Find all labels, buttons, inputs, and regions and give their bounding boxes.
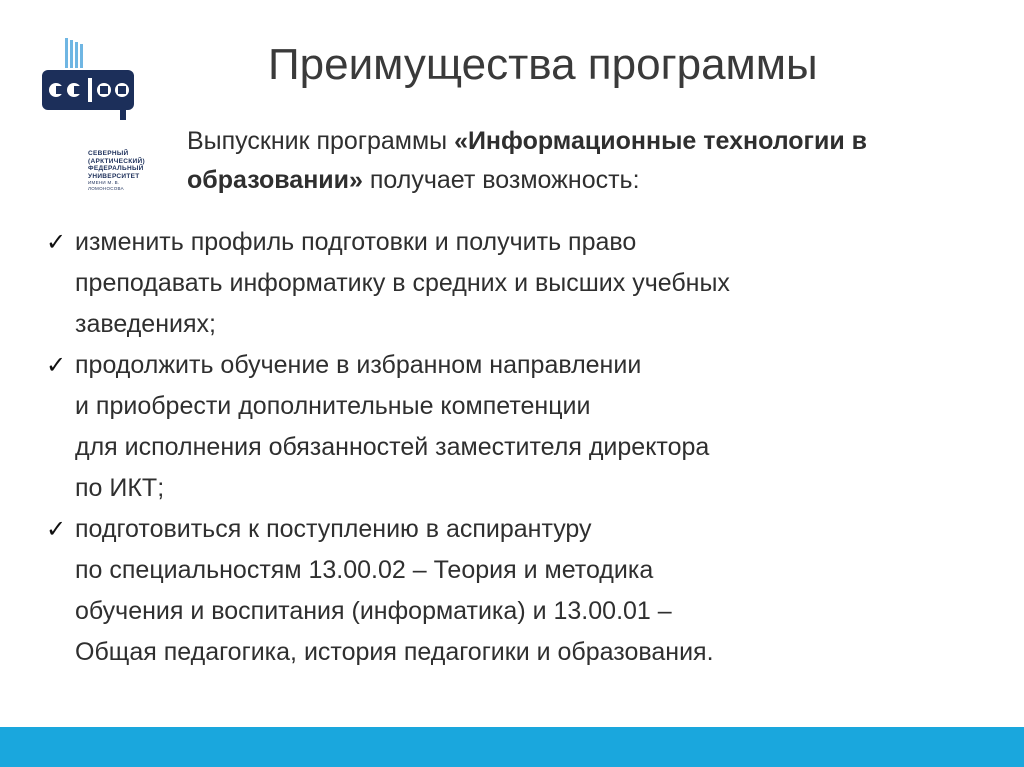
logo-line: УНИВЕРСИТЕТ	[88, 172, 140, 180]
advantages-list	[46, 222, 986, 673]
list-item-line: изменить профиль подготовки и получить право	[75, 228, 637, 256]
list-item-line: по специальностям 13.00.02 – Теория и методика	[75, 556, 654, 584]
checkmark-icon: ✓	[46, 351, 67, 379]
lead-program-name: «Информационные технологии в образовании»	[187, 127, 868, 194]
logo-university-text	[88, 150, 146, 192]
list-item	[46, 345, 986, 509]
list-item-line: по ИКТ;	[75, 474, 165, 502]
logo-line: ФЕДЕРАЛЬНЫЙ	[88, 165, 144, 173]
logo-mark-icon	[38, 38, 138, 148]
list-item-line: Общая педагогика, история педагогики и образования.	[75, 638, 714, 666]
list-item	[46, 222, 986, 345]
list-item-line: обучения и воспитания (информатика) и 13.00.01 –	[75, 597, 672, 625]
list-item	[46, 509, 986, 673]
checkmark-icon: ✓	[46, 515, 67, 543]
logo-line: СЕВЕРНЫЙ	[88, 150, 129, 157]
university-logo	[38, 38, 145, 192]
lead-paragraph	[187, 122, 987, 200]
logo-subline: ИМЕНИ М. В. ЛОМОНОСОВА	[88, 180, 124, 192]
checkmark-icon: ✓	[46, 228, 67, 256]
logo-line: (АРКТИЧЕСКИЙ)	[88, 157, 145, 165]
list-item-line: подготовиться к поступлению в аспирантуру	[75, 515, 592, 543]
lead-suffix: получает возможность:	[362, 166, 640, 194]
lead-prefix: Выпускник программы	[187, 127, 455, 155]
list-item-line: продолжить обучение в избранном направлении	[75, 351, 642, 379]
list-item-line: преподавать информатику в средних и высших учебных	[75, 269, 730, 297]
list-item-line: заведениях;	[75, 310, 216, 338]
bottom-accent-bar	[0, 727, 1024, 767]
list-item-line: для исполнения обязанностей заместителя директора	[75, 433, 710, 461]
slide-title: Преимущества программы	[268, 40, 818, 89]
list-item-line: и приобрести дополнительные компетенции	[75, 392, 591, 420]
